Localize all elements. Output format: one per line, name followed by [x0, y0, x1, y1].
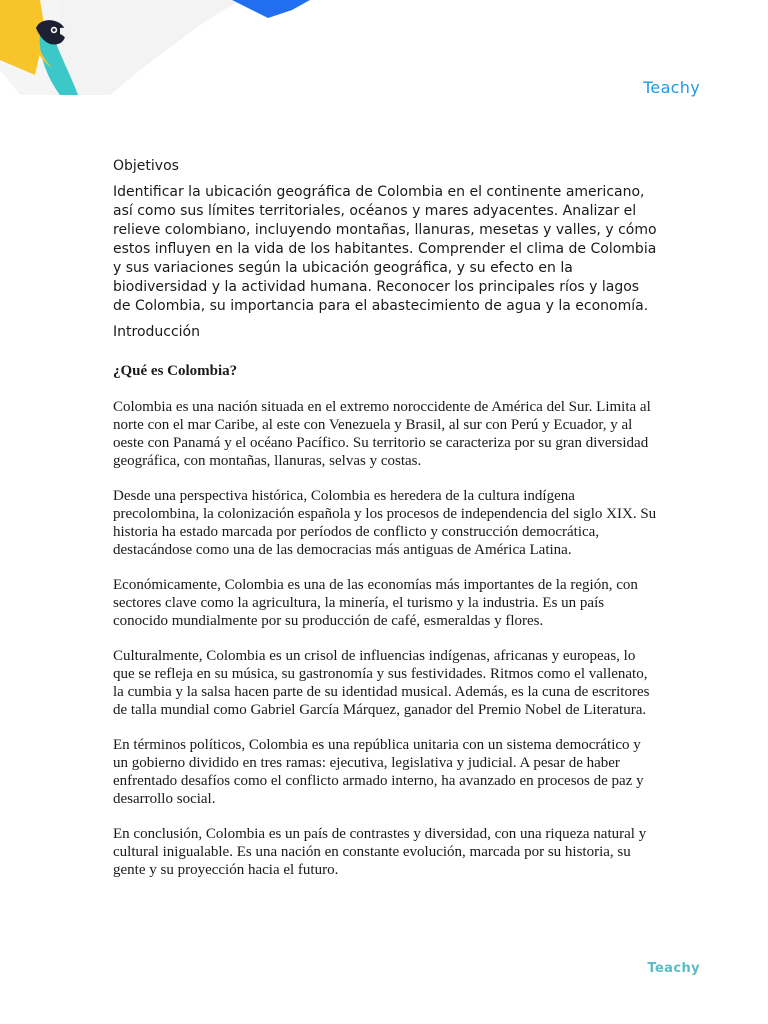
- question-heading: ¿Qué es Colombia?: [113, 363, 238, 379]
- paragraph: Económicamente, Colombia es una de las economías más importantes de la región, con sectores clave como la agricultura, la minería, el turismo y la industria. Es un país conocido mundialmente por su producción de café, esmeraldas y flores.: [113, 577, 638, 629]
- brand-footer: Teachy: [647, 961, 700, 976]
- paragraph: Culturalmente, Colombia es un crisol de influencias indígenas, africanas y europeas, lo que se refleja en su música, su gastronomía y sus festividades. Ritmos como el vallenato, la cumbia y la salsa hacen parte de su identidad musical. Además, es la cuna de escritores de talla mundial como Gabriel García Márquez, ganador del Premio Nobel de Literatura.: [113, 648, 650, 718]
- header-decoration: [0, 0, 400, 100]
- paragraph: Colombia es una nación situada en el extremo noroccidente de América del Sur. Limita al norte con el mar Caribe, al este con Venezuela y Brasil, al sur con Perú y Ecuador, y al oeste con Panamá y el océano Pacífico. Su territorio se caracteriza por su gran diversidad geográfica, con montañas, llanuras, selvas y costas.: [113, 399, 651, 469]
- document-body: [113, 157, 658, 896]
- paragraph: En términos políticos, Colombia es una república unitaria con un sistema democrático y un gobierno dividido en tres ramas: ejecutiva, legislativa y judicial. A pesar de haber enfrentado desafíos como el conflicto armado interno, ha avanzado en procesos de paz y desarrollo social.: [113, 737, 644, 807]
- paragraph: En conclusión, Colombia es un país de contrastes y diversidad, con una riqueza natural y cultural inigualable. Es una nación en constante evolución, marcada por su historia, su gente y su proyección hacia el futuro.: [113, 826, 647, 878]
- introduction-title: Introducción: [113, 324, 200, 340]
- objectives-title: Objetivos: [113, 158, 179, 174]
- paragraph: Desde una perspectiva histórica, Colombia es heredera de la cultura indígena precolombina, la colonización española y los procesos de independencia del siglo XIX. Su historia ha estado marcada por períodos de conflicto y construcción democrática, destacándose como una de las democracias más antiguas de América Latina.: [113, 488, 657, 558]
- objectives-text: Identificar la ubicación geográfica de Colombia en el continente americano, así como sus límites territoriales, océanos y mares adyacentes. Analizar el relieve colombiano, incluyendo montañas, llanuras, mesetas y valles, y cómo estos influyen en la vida de los habitantes. Comprender el clima de Colombia y sus variaciones según la ubicación geográfica, y su efecto en la biodiversidad y la actividad humana. Reconocer los principales ríos y lagos de Colombia, su importancia para el abastecimiento de agua y la economía.: [113, 184, 657, 314]
- brand-header: Teachy: [643, 78, 700, 97]
